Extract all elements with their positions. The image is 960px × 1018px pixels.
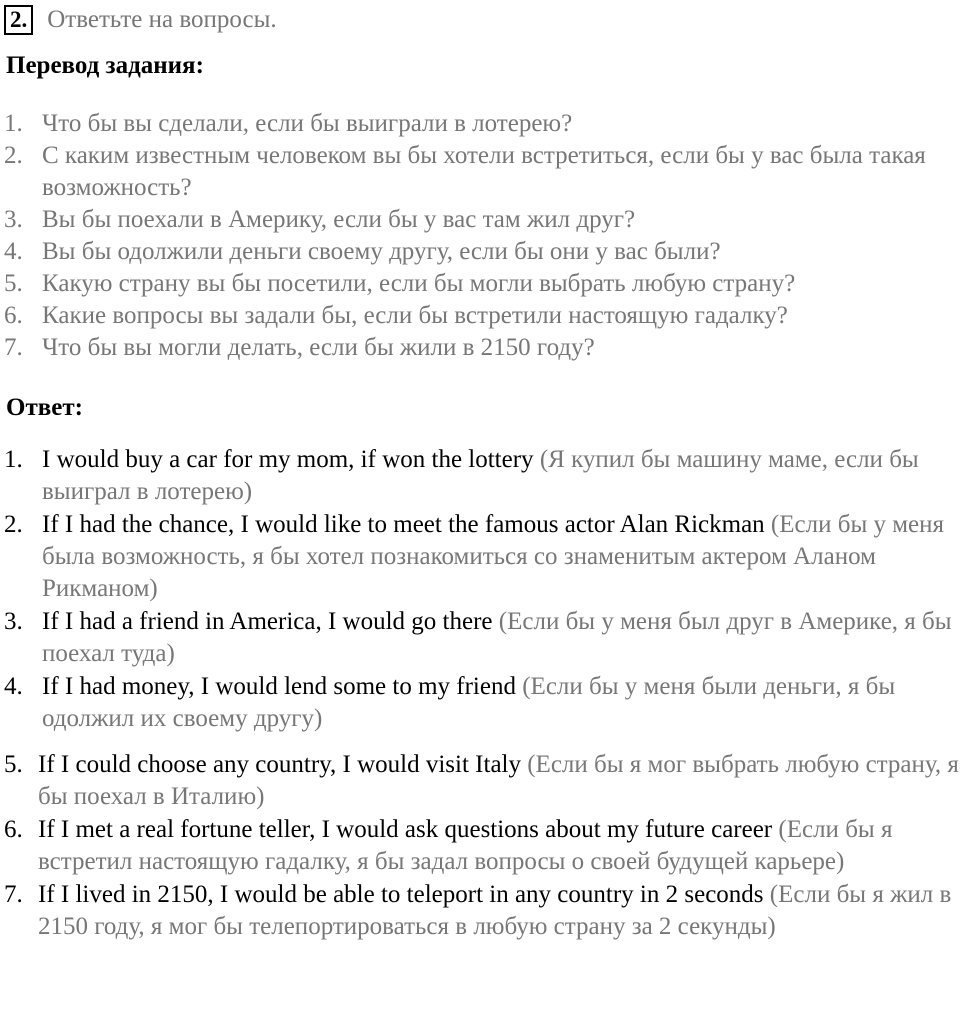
answer-english: If I met a real fortune teller, I would ask questions about my future career (38, 816, 773, 843)
item-number: 7. (4, 334, 23, 361)
answer-english: If I had a friend in America, I would go there (42, 608, 493, 635)
list-item (4, 814, 960, 878)
answer-russian: (Если бы я жил в 2150 году, я мог бы телепортироваться в любую страну за 2 секунды) (38, 881, 952, 940)
item-number: 5. (4, 270, 23, 297)
item-number: 6. (4, 302, 23, 329)
list-item (4, 332, 960, 364)
list-item (4, 509, 960, 605)
list-item (4, 204, 960, 236)
item-number: 2. (4, 511, 23, 538)
task-header (4, 4, 277, 36)
answer-english: If I had money, I would lend some to my friend (42, 673, 516, 700)
list-item (4, 108, 960, 140)
answer-russian: (Если бы я встретил настоящую гадалку, я бы задал вопросы о своей будущей карьере) (38, 816, 893, 875)
answer-english: If I had the chance, I would like to meet the famous actor Alan Rickman (42, 511, 765, 538)
list-item (4, 236, 960, 268)
list-item (4, 879, 960, 943)
list-item (4, 268, 960, 300)
task-instruction: Ответьте на вопросы. (47, 6, 277, 33)
item-number: 3. (4, 608, 23, 635)
answer-list (4, 444, 960, 944)
answer-russian: (Если бы у меня были деньги, я бы одолжил их своему другу) (42, 673, 896, 732)
item-text: Вы бы одолжили деньги своему другу, если бы они у вас были? (42, 238, 721, 265)
task-number: 2. (4, 5, 33, 35)
item-text: С каким известным человеком вы бы хотели встретиться, если бы у вас была такая возможность? (42, 142, 926, 201)
item-number: 1. (4, 110, 23, 137)
item-text: Что бы вы сделали, если бы выиграли в лотерею? (42, 110, 573, 137)
list-item (4, 749, 960, 813)
item-number: 4. (4, 673, 23, 700)
item-text: Что бы вы могли делать, если бы жили в 2150 году? (42, 334, 595, 361)
item-number: 7. (4, 881, 23, 908)
list-item (4, 300, 960, 332)
list-item (4, 671, 960, 735)
item-number: 6. (4, 816, 23, 843)
item-number: 1. (4, 446, 23, 473)
item-text: Какие вопросы вы задали бы, если бы встретили настоящую гадалку? (42, 302, 788, 329)
answer-english: I would buy a car for my mom, if won the lottery (42, 446, 534, 473)
answer-title: Ответ: (6, 394, 83, 421)
answer-english: If I could choose any country, I would visit Italy (38, 751, 521, 778)
answer-russian: (Если бы я мог выбрать любую страну, я бы поехал в Италию) (38, 751, 959, 810)
list-item (4, 140, 960, 204)
item-number: 2. (4, 142, 23, 169)
answer-russian: (Если бы у меня была возможность, я бы хотел познакомиться со знаменитым актером Аланом Рикманом) (42, 511, 945, 602)
answer-russian: (Я купил бы машину маме, если бы выиграл в лотерею) (42, 446, 919, 505)
item-text: Вы бы поехали в Америку, если бы у вас там жил друг? (42, 206, 636, 233)
answer-english: If I lived in 2150, I would be able to teleport in any country in 2 seconds (38, 881, 764, 908)
list-item (4, 444, 960, 508)
item-number: 5. (4, 751, 23, 778)
item-number: 4. (4, 238, 23, 265)
answer-russian: (Если бы у меня был друг в Америке, я бы поехал туда) (42, 608, 952, 667)
translation-title: Перевод задания: (6, 52, 204, 79)
translation-list (4, 108, 960, 364)
item-number: 3. (4, 206, 23, 233)
list-item (4, 606, 960, 670)
item-text: Какую страну вы бы посетили, если бы могли выбрать любую страну? (42, 270, 796, 297)
